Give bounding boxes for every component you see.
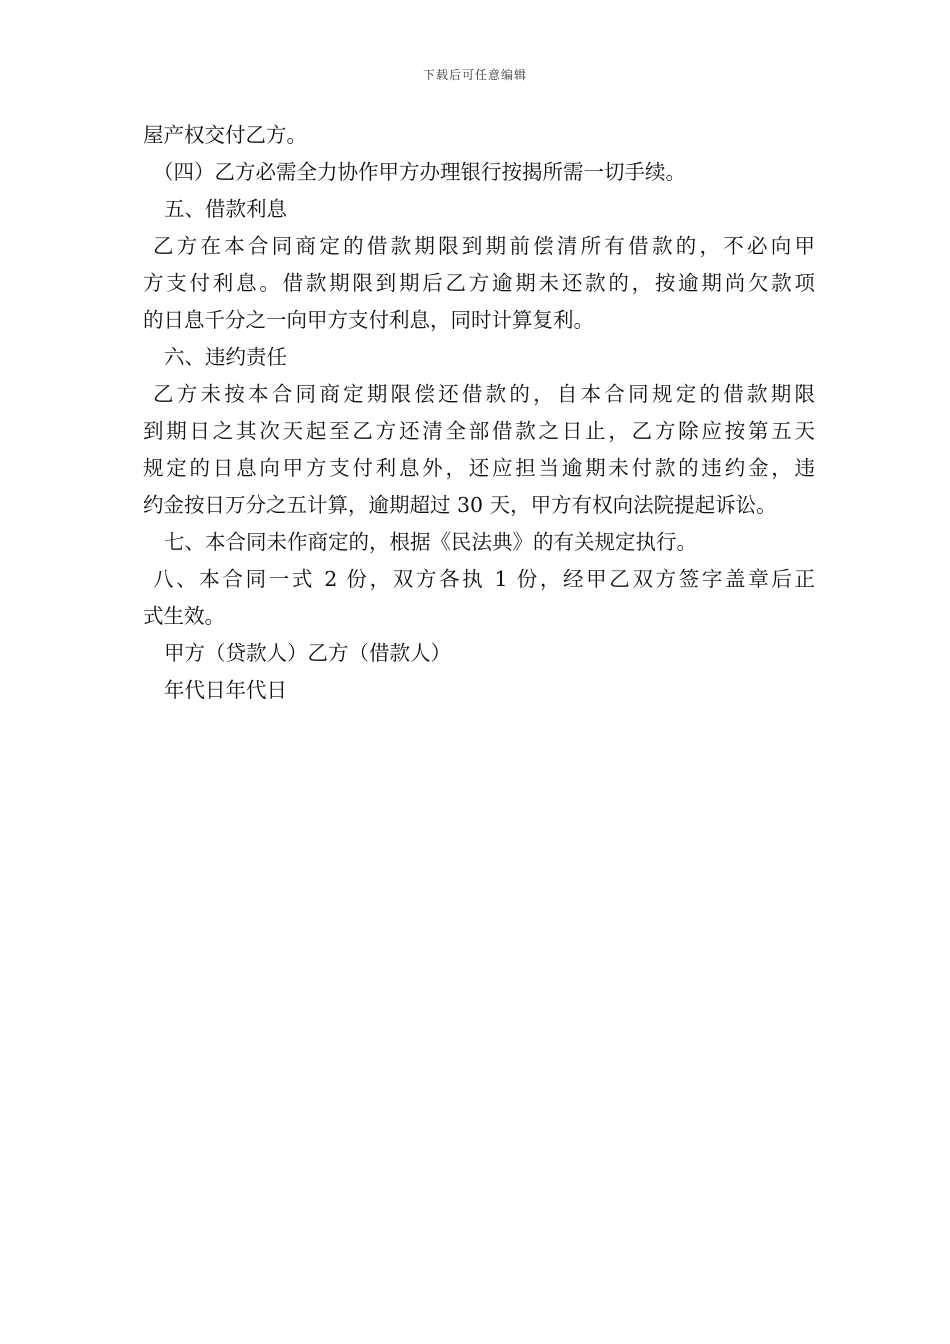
paragraph-line: 屋产权交付乙方。: [143, 123, 307, 147]
paragraph-line: （四）乙方必需全力协作甲方办理银行按揭所需一切手续。: [153, 160, 686, 184]
paragraph-line: 乙方在本合同商定的借款期限到期前偿清所有借款的，不必向甲: [153, 234, 815, 258]
paragraph-line: 的日息千分之一向甲方支付利息，同时计算复利。: [143, 308, 594, 332]
signature-parties: 甲方（贷款人）乙方（借款人）: [164, 641, 451, 665]
paragraph-line: 到期日之其次天起至乙方还清全部借款之日止，乙方除应按第五天: [143, 419, 815, 443]
paragraph-line: 七、本合同未作商定的，根据《民法典》的有关规定执行。: [164, 530, 697, 554]
section-heading-liability: 六、违约责任: [164, 345, 287, 369]
document-body: [143, 117, 815, 709]
paragraph-line: 约金按日万分之五计算，逾期超过 30 天，甲方有权向法院提起诉讼。: [143, 493, 777, 517]
paragraph-line: 乙方未按本合同商定期限偿还借款的，自本合同规定的借款期限: [153, 382, 815, 406]
section-heading-interest: 五、借款利息: [164, 197, 287, 221]
paragraph-line: 八、本合同一式 2 份，双方各执 1 份，经甲乙双方签字盖章后正: [153, 567, 815, 591]
paragraph-line: 方支付利息。借款期限到期后乙方逾期未还款的，按逾期尚欠款项: [143, 271, 815, 295]
header-note: 下载后可任意编辑: [422, 68, 527, 82]
paragraph-line: 式生效。: [143, 604, 225, 628]
signature-dates: 年代日年代日: [164, 678, 287, 702]
paragraph-line: 规定的日息向甲方支付利息外，还应担当逾期未付款的违约金，违: [143, 456, 815, 480]
